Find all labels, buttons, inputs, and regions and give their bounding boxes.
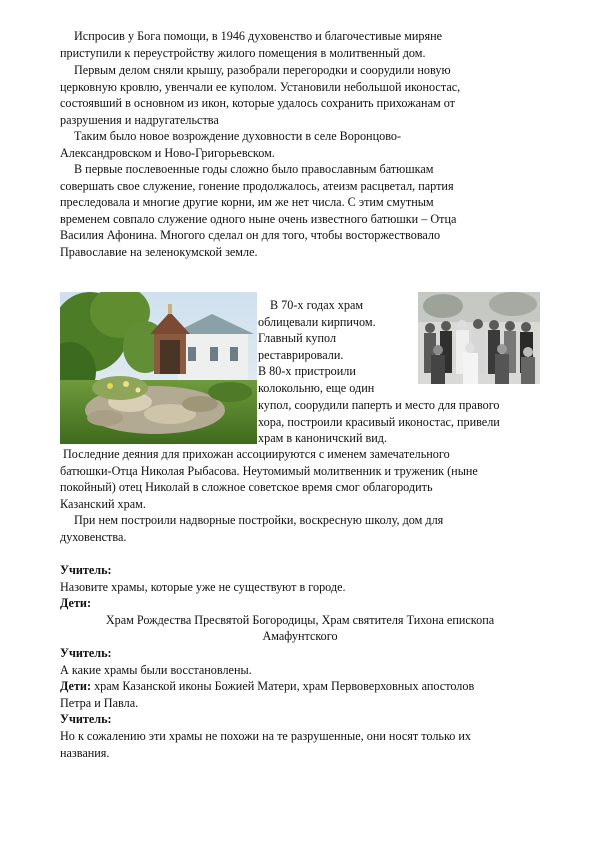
question-1: Назовите храмы, которые уже не существуют в городе. bbox=[60, 579, 346, 594]
text-line: временем совпало служение одного ныне очень известного батюшки – Отца bbox=[60, 211, 457, 226]
text-line: Последние деяния для прихожан ассоциируются с именем замечательного bbox=[63, 447, 450, 461]
text-line: Александровском и Ново-Григорьевском. bbox=[60, 145, 275, 160]
side-paragraph bbox=[258, 297, 376, 397]
church-photo bbox=[60, 292, 257, 444]
paragraph-3 bbox=[60, 128, 540, 161]
text-line: батюшки-Отца Николая Рыбасова. Неутомимый молитвенник и труженик (ныне bbox=[60, 463, 478, 478]
text-line: церковную кровлю, увенчали ее куполом. Установили небольшой иконостас, bbox=[60, 79, 461, 94]
paragraph-6 bbox=[60, 446, 540, 512]
paragraph-5-continued bbox=[258, 397, 500, 447]
children-label: Дети: bbox=[60, 679, 92, 694]
text-line: духовенства. bbox=[60, 529, 127, 544]
text-line: В первые послевоенные годы сложно было православным батюшкам bbox=[74, 162, 434, 176]
text-line: приступили к переустройству жилого помещения в молитвенный дом. bbox=[60, 45, 426, 60]
text-line: облицевали кирпичом. bbox=[258, 314, 376, 329]
answer-1-line-2: Амафунтского bbox=[262, 629, 338, 644]
text-line: реставрировали. bbox=[258, 347, 344, 362]
text-line: Первым делом сняли крышу, разобрали перегородки и соорудили новую bbox=[74, 63, 451, 77]
text-line: Казанский храм. bbox=[60, 496, 146, 511]
paragraph-2 bbox=[60, 62, 540, 128]
text-line: колокольню, еще один bbox=[258, 380, 375, 395]
text-line: хора, построили красивый иконостас, привели bbox=[258, 414, 500, 429]
text-line: При нем построили надворные постройки, воскресную школу, дом для bbox=[74, 513, 444, 527]
answer-2-text: храм Казанской иконы Божией Матери, храм Первоверховных апостолов bbox=[91, 679, 475, 694]
text-line: купол, соорудили паперть и место для правого bbox=[258, 398, 500, 412]
paragraph-1 bbox=[60, 28, 540, 61]
text-line: покойный) отец Николай в сложное советское время смог облагородить bbox=[60, 480, 433, 495]
text-line: Испросив у Бога помощи, в 1946 духовенство и благочестивые миряне bbox=[74, 29, 443, 43]
text-line: Главный купол bbox=[258, 331, 337, 346]
text-line: разрушения и надругательства bbox=[60, 112, 219, 127]
dialog-section bbox=[60, 562, 540, 761]
teacher-label: Учитель: bbox=[60, 563, 112, 577]
text-line: преследовала и многие другие корни, им же нет числа. С этим смутным bbox=[60, 195, 434, 210]
children-label: Дети: bbox=[60, 596, 92, 611]
answer-1-line-1: Храм Рождества Пресвятой Богородицы, Храм святителя Тихона епископа bbox=[105, 612, 495, 627]
text-line: Василия Афонина. Многого сделал он для того, чтобы восторжествовало bbox=[60, 228, 441, 243]
text-line: Православие на зеленокумской земле. bbox=[60, 244, 258, 259]
question-3-line-1: Но к сожалению эти храмы не похожи на те разрушенные, они носят только их bbox=[60, 728, 472, 743]
question-2: А какие храмы были восстановлены. bbox=[60, 662, 252, 677]
answer-2-line-2: Петра и Павла. bbox=[60, 695, 139, 710]
teacher-label: Учитель: bbox=[60, 712, 112, 727]
question-3-line-2: названия. bbox=[60, 745, 110, 760]
text-line: В 70-х годах храм bbox=[270, 298, 364, 312]
paragraph-4 bbox=[60, 161, 540, 261]
group-photo bbox=[418, 292, 540, 384]
text-line: В 80-х пристроили bbox=[258, 364, 356, 379]
teacher-label: Учитель: bbox=[60, 645, 112, 660]
text-line: состоявший в основном из икон, которые удалось сохранить прихожанам от bbox=[60, 96, 455, 111]
answer-2 bbox=[60, 678, 540, 695]
text-line: Таким было новое возрождение духовности в селе Воронцово- bbox=[74, 129, 402, 143]
text-line: храм в каноничский вид. bbox=[258, 431, 388, 446]
paragraph-7 bbox=[60, 512, 540, 545]
text-line: совершать свое служение, гонение продолжалось, атеизм расцветал, партия bbox=[60, 178, 454, 193]
